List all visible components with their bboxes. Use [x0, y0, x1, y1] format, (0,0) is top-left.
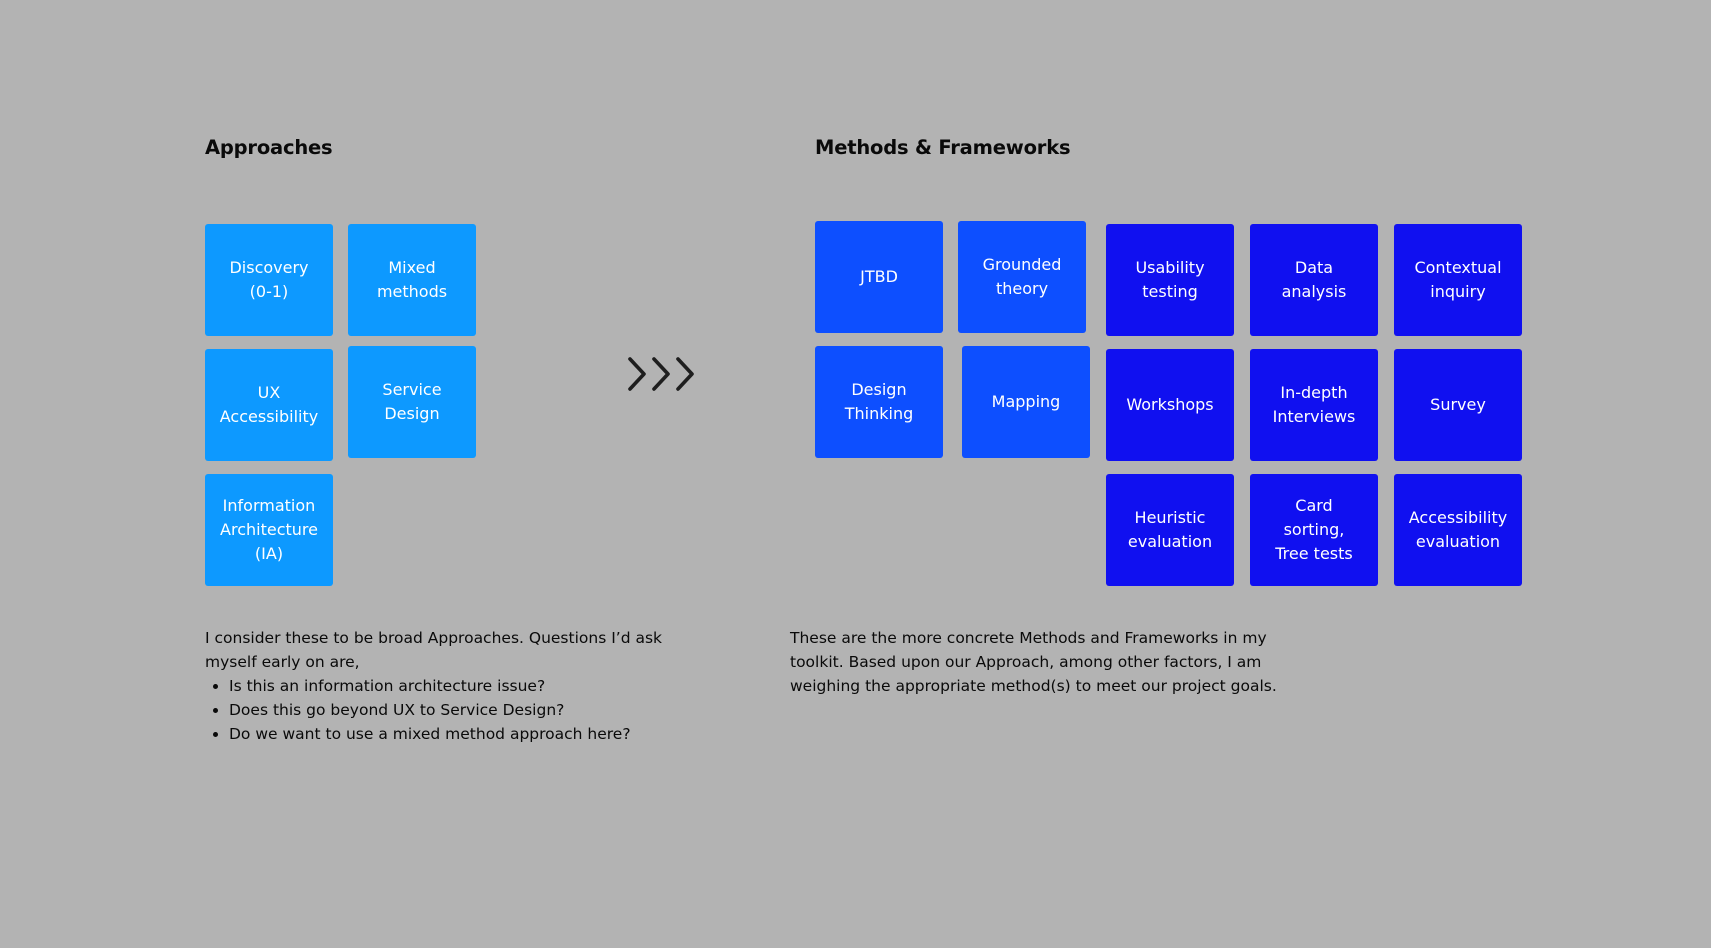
tile-grounded-theory: Grounded theory — [958, 221, 1086, 333]
list-item: • Does this go beyond UX to Service Design? — [229, 698, 675, 722]
approaches-heading: Approaches — [205, 136, 333, 159]
tile-heuristic-evaluation: Heuristic evaluation — [1106, 474, 1234, 586]
tile-contextual-inquiry: Contextual inquiry — [1394, 224, 1522, 336]
list-item: • Do we want to use a mixed method approach here? — [229, 722, 675, 746]
approaches-question-list — [205, 674, 675, 746]
tile-usability-testing: Usability testing — [1106, 224, 1234, 336]
methods-frameworks-description: These are the more concrete Methods and Frameworks in my toolkit. Based upon our Approach, among other factors, I am weighing the appropriate method(s) to meet our project goals. — [790, 629, 1277, 695]
tile-ux-accessibility: UX Accessibility — [205, 349, 333, 461]
tile-card-sorting-tree-tests: Card sorting, Tree tests — [1250, 474, 1378, 586]
approaches-description — [205, 626, 675, 746]
tile-accessibility-evaluation: Accessibility evaluation — [1394, 474, 1522, 586]
tile-data-analysis: Data analysis — [1250, 224, 1378, 336]
triple-chevron-right-icon — [626, 354, 696, 394]
tile-service-design: Service Design — [348, 346, 476, 458]
list-item: • Is this an information architecture issue? — [229, 674, 675, 698]
tile-information-architecture: Information Architecture (IA) — [205, 474, 333, 586]
tile-design-thinking: Design Thinking — [815, 346, 943, 458]
tile-jtbd: JTBD — [815, 221, 943, 333]
approaches-description-intro: I consider these to be broad Approaches. Questions I’d ask myself early on are, — [205, 629, 663, 671]
methods-frameworks-heading: Methods & Frameworks — [815, 136, 1071, 159]
tile-in-depth-interviews: In-depth Interviews — [1250, 349, 1378, 461]
tile-workshops: Workshops — [1106, 349, 1234, 461]
tile-mapping: Mapping — [962, 346, 1090, 458]
tile-discovery: Discovery (0-1) — [205, 224, 333, 336]
tile-mixed-methods: Mixed methods — [348, 224, 476, 336]
tile-survey: Survey — [1394, 349, 1522, 461]
